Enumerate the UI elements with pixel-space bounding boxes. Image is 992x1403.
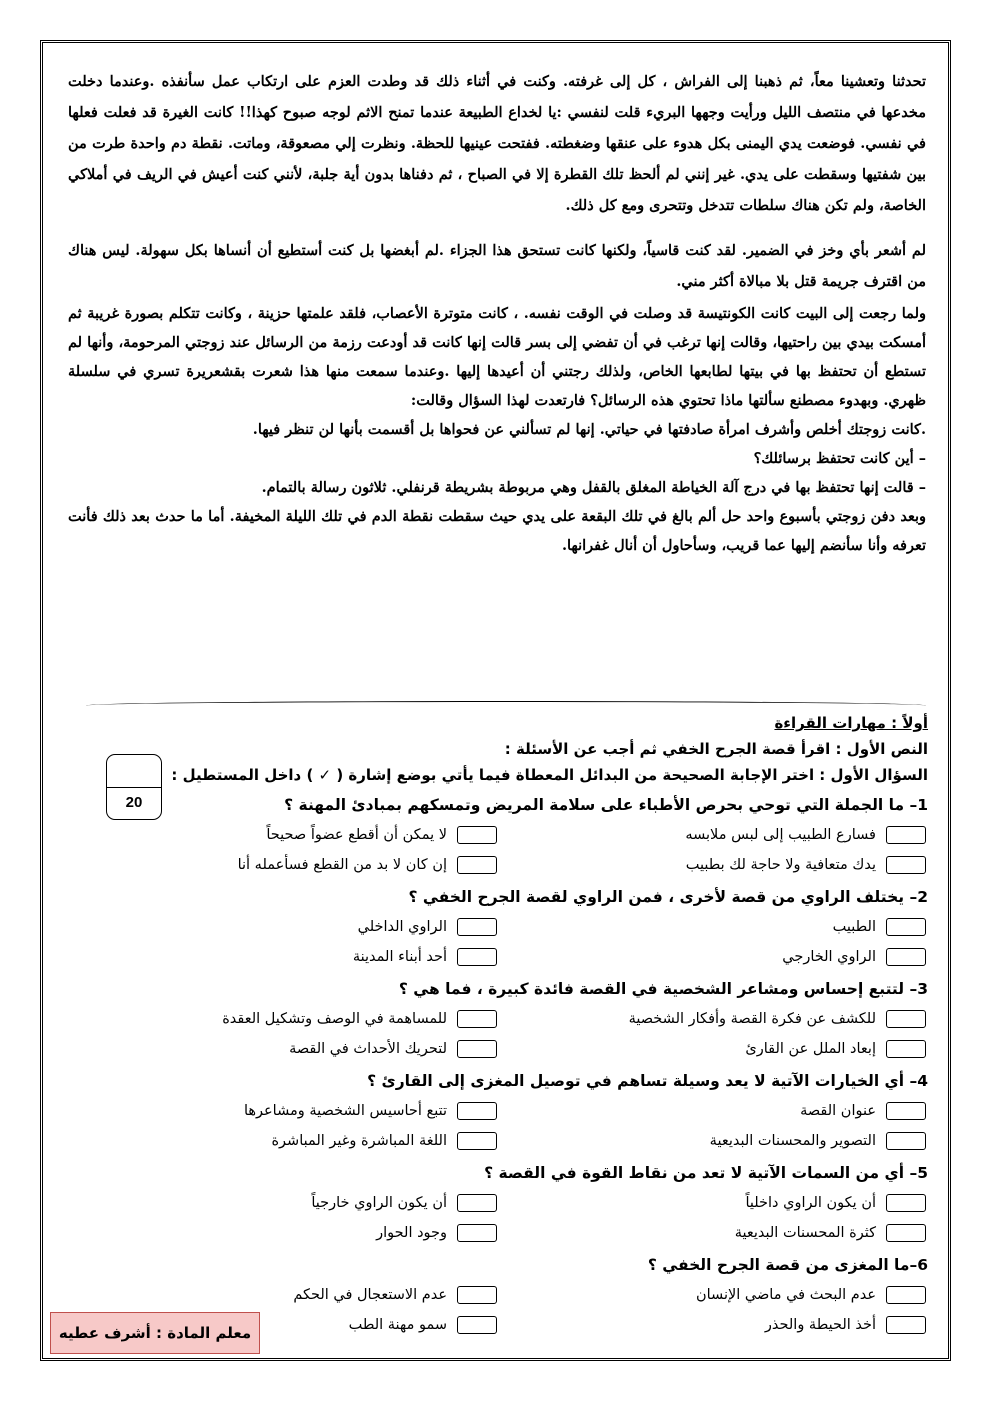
option-label: لا يمكن أن أقطع عضواً صحيحاً xyxy=(266,827,447,843)
option[interactable] xyxy=(499,1316,928,1334)
checkbox[interactable] xyxy=(886,948,926,966)
option[interactable] xyxy=(70,948,499,966)
option-label: إن كان لا بد من القطع فسأعمله أنا xyxy=(237,857,447,873)
option-label: سمو مهنة الطب xyxy=(348,1317,447,1333)
option[interactable] xyxy=(70,1286,499,1304)
option[interactable] xyxy=(499,826,928,844)
option-label: عنوان القصة xyxy=(800,1103,876,1119)
option-row xyxy=(70,912,928,942)
checkbox[interactable] xyxy=(886,1132,926,1150)
option[interactable] xyxy=(499,1286,928,1304)
option[interactable] xyxy=(499,1224,928,1242)
option-label: الراوي الخارجي xyxy=(782,949,876,965)
option-label: اللغة المباشرة وغير المباشرة xyxy=(271,1133,447,1149)
option-label: الراوي الداخلي xyxy=(357,919,447,935)
option-label: تتبع أحاسيس الشخصية ومشاعرها xyxy=(243,1103,447,1119)
checkbox[interactable] xyxy=(457,1102,497,1120)
option[interactable] xyxy=(70,1010,499,1028)
checkbox[interactable] xyxy=(886,1224,926,1242)
option[interactable] xyxy=(499,1132,928,1150)
checkbox[interactable] xyxy=(886,1010,926,1028)
section-title: أولاً : مهارات القراءة xyxy=(774,714,928,732)
option-row xyxy=(70,1004,928,1034)
checkbox[interactable] xyxy=(457,856,497,874)
story-paragraph-3: ولما رجعت إلى البيت كانت الكونتيسة قد وصلت في الوقت نفسه. ، كانت متوترة الأعصاب، فلقد علمتها حزينة ، وكانت تتكلم بصورة غريبة ثم أمسكت بيدي بين راحتيها، وقالت إنها ترغب في أن تفضي إلى بسر قالت إنها كانت قد أودعت رزمة من الرسائل عند زوجتي المرحومة، وأنها لم تستطع أن تحتفظ بها في بيتها لطابعها الخاص، ولذلك رجتني أن أعيدها إليها .وعندما سمعت منها هذا شعرت بقشعريرة تسري في سلسلة ظهري. وبهدوء مصطنع سألتها ماذا تحتوي هذه الرسائل؟ فارتعدت لهذا السؤال وقالت: xyxy=(68,305,926,409)
checkbox[interactable] xyxy=(886,1040,926,1058)
question-5 xyxy=(70,1158,928,1248)
checkbox[interactable] xyxy=(886,918,926,936)
text-instruction: النص الأول : اقرأ قصة الجرح الخفي ثم أجب عن الأسئلة : xyxy=(504,740,928,758)
story-line-3: – قالت إنها تحتفظ بها في درج آلة الخياطة المغلق بالقفل وهي مربوطة بشريطة قرنفلي. ثلاثون رسالة بالتمام. xyxy=(261,479,926,496)
question-text: 1– ما الجملة التي توحي بحرص الأطباء على سلامة المريض وتمسكهم بمبادئ المهنة ؟ xyxy=(284,796,928,814)
option-row xyxy=(70,1034,928,1064)
option-label: أحد أبناء المدينة xyxy=(352,949,447,965)
checkbox[interactable] xyxy=(886,1316,926,1334)
option-row xyxy=(70,820,928,850)
option-row xyxy=(70,1280,928,1310)
option-label: التصوير والمحسنات البديعية xyxy=(709,1133,876,1149)
checkbox[interactable] xyxy=(457,1010,497,1028)
option[interactable] xyxy=(70,1132,499,1150)
checkbox[interactable] xyxy=(886,856,926,874)
option[interactable] xyxy=(70,856,499,874)
question-text: 6–ما المغزى من قصة الجرح الخفي ؟ xyxy=(647,1256,928,1274)
question-4 xyxy=(70,1066,928,1156)
option-row xyxy=(70,850,928,880)
option-row xyxy=(70,1096,928,1126)
option-row xyxy=(70,1218,928,1248)
option-row xyxy=(70,1188,928,1218)
option-label: إبعاد الملل عن القارئ xyxy=(745,1041,876,1057)
option[interactable] xyxy=(70,918,499,936)
option[interactable] xyxy=(70,1040,499,1058)
option-label: أن يكون الراوي خارجياً xyxy=(311,1195,447,1211)
option[interactable] xyxy=(499,1194,928,1212)
checkbox[interactable] xyxy=(886,1102,926,1120)
option-label: للكشف عن فكرة القصة وأفكار الشخصية xyxy=(628,1011,876,1027)
question-text: 2– يختلف الراوي من قصة لأخرى ، فمن الراوي لقصة الجرح الخفي ؟ xyxy=(408,888,928,906)
checkbox[interactable] xyxy=(457,1286,497,1304)
option-label: وجود الحوار xyxy=(376,1225,447,1241)
option-row xyxy=(70,942,928,972)
option-label: أخذ الحيطة والحذر xyxy=(764,1317,876,1333)
checkbox[interactable] xyxy=(886,826,926,844)
option[interactable] xyxy=(499,918,928,936)
story-paragraph-2: لم أشعر بأي وخز في الضمير. لقد كنت قاسياً، ولكنها كانت تستحق هذا الجزاء .لم أبغضها بل كنت أستطيع أن أنساها بكل سهولة. ليس هناك من اقترف جريمة قتل بلا مبالاة أكثر مني. xyxy=(68,242,926,290)
story-line-2: – أين كانت تحتفظ برسائلك؟ xyxy=(753,450,926,467)
option[interactable] xyxy=(70,1194,499,1212)
option[interactable] xyxy=(499,1040,928,1058)
question-1 xyxy=(70,790,928,880)
checkbox[interactable] xyxy=(457,948,497,966)
question-text: 5– أي من السمات الآتية لا تعد من نقاط القوة في القصة ؟ xyxy=(484,1164,928,1182)
option-label: كثرة المحسنات البديعية xyxy=(734,1225,876,1241)
story-text xyxy=(68,66,926,560)
score-value: 20 xyxy=(125,794,143,811)
option-label: للمساهمة في الوصف وتشكيل العقدة xyxy=(222,1011,447,1027)
option-row xyxy=(70,1126,928,1156)
story-line-1: .كانت زوجتك أخلص وأشرف امرأة صادفتها في حياتي. إنها لم تسألني عن فحواها بل أقسمت بأنها لن تنظر فيها. xyxy=(252,421,926,438)
option[interactable] xyxy=(499,1102,928,1120)
checkbox[interactable] xyxy=(457,1040,497,1058)
option-label: أن يكون الراوي داخلياً xyxy=(745,1195,876,1211)
teacher-badge: معلم المادة : أشرف عطيه xyxy=(50,1312,260,1354)
option-label: عدم الاستعجال في الحكم xyxy=(293,1287,447,1303)
option-label: لتحريك الأحداث في القصة xyxy=(289,1041,447,1057)
option-label: فسارع الطبيب إلى لبس ملابسه xyxy=(685,827,876,843)
checkbox[interactable] xyxy=(457,1224,497,1242)
option[interactable] xyxy=(70,1224,499,1242)
option-label: يدك متعافية ولا حاجة لك بطبيب xyxy=(685,857,876,873)
option-label: الطبيب xyxy=(832,919,876,935)
checkbox[interactable] xyxy=(457,1316,497,1334)
option[interactable] xyxy=(499,856,928,874)
questions-section xyxy=(70,710,928,1340)
story-paragraph-4: وبعد دفن زوجتي بأسبوع واحد حل ألم بالغ في تلك البقعة على يدي حيث سقطت نقطة الدم في تلك الليلة المخيفة. أما ما حدث بعد ذلك فأنت تعرفه وأنا سأنضم إليها عما قريب، وسأحاول أن أنال غفرانها. xyxy=(68,508,926,554)
option-label: عدم البحث في ماضي الإنسان xyxy=(695,1287,876,1303)
checkbox[interactable] xyxy=(886,1286,926,1304)
question-2 xyxy=(70,882,928,972)
option[interactable] xyxy=(70,1102,499,1120)
option[interactable] xyxy=(70,826,499,844)
question-instruction: السؤال الأول : اختر الإجابة الصحيحة من البدائل المعطاة فيما يأتي بوضع إشارة ( ✓ ) داخل المستطيل : xyxy=(171,766,928,784)
checkbox[interactable] xyxy=(457,1132,497,1150)
checkbox[interactable] xyxy=(457,918,497,936)
question-text: 3– لتتبع إحساس ومشاعر الشخصية في القصة فائدة كبيرة ، فما هي ؟ xyxy=(398,980,928,998)
question-3 xyxy=(70,974,928,1064)
option[interactable] xyxy=(499,948,928,966)
checkbox[interactable] xyxy=(457,826,497,844)
checkbox[interactable] xyxy=(886,1194,926,1212)
checkbox[interactable] xyxy=(457,1194,497,1212)
question-text: 4– أي الخيارات الآتية لا يعد وسيلة تساهم في توصيل المغزى إلى القارئ ؟ xyxy=(367,1072,928,1090)
story-paragraph-1: تحدثنا وتعشينا معاً، ثم ذهبنا إلى الفراش ، كل إلى غرفته. وكنت في أثناء ذلك قد وطدت العزم على ارتكاب عمل سأنفذه .وعندما دخلت مخدعها في منتصف الليل ورأيت وجهها البريء قلت لنفسي :يا لخداع الطبيعة عندما تمنح الاثم لوجه صبوح كهذا!! كانت الغيرة قد فعلت فعلها في نفسي. فوضعت يدي اليمنى بكل هدوء على عنقها وضغطته. ففتحت عينيها للحظة. ونظرت إلي مصعوقة، وماتت. نقطة دم واحدة طرت من بين شفتيها وسقطت على يدي. غير إنني لم ألحظ تلك القطرة إلا في الصباح ، ثم دفناها بدون أية جلبة، لأنني كنت أعيش في الريف في أملاكي الخاصة، ولم تكن هناك سلطات تتدخل وتتحرى ومع كل ذلك. xyxy=(68,73,926,214)
option[interactable] xyxy=(499,1010,928,1028)
section-divider xyxy=(86,701,926,710)
